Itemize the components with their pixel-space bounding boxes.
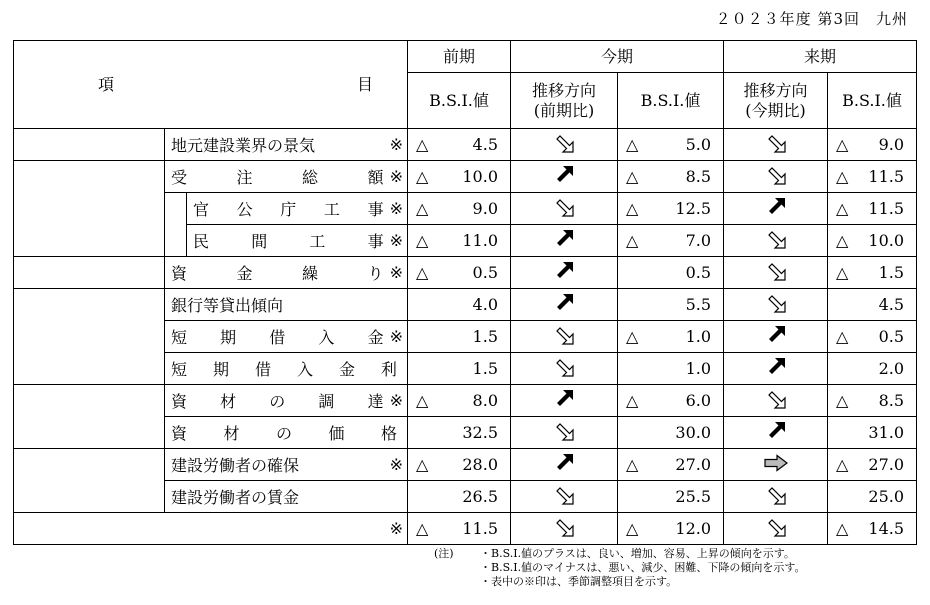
minus-sign: △ [836, 263, 849, 282]
value-number: 11.5 [462, 519, 498, 538]
item-cell [165, 321, 408, 353]
arrow-up-right-icon [511, 449, 618, 481]
minus-sign: △ [626, 327, 639, 346]
seasonal-mark: ※ [389, 519, 403, 538]
seasonal-mark: ※ [389, 135, 403, 154]
seasonal-mark: ※ [389, 391, 403, 410]
item-cell [187, 513, 408, 545]
value-number: 28.0 [462, 455, 498, 474]
table-row [14, 385, 917, 417]
header-konki: 今期 [511, 41, 724, 73]
table-row [14, 513, 917, 545]
minus-sign: △ [416, 231, 429, 250]
table-row [14, 161, 917, 193]
item-label: 銀行等貸出傾向 [171, 296, 284, 315]
arrow-down-right-icon [724, 161, 828, 193]
value-number: 7.0 [685, 231, 712, 250]
bsi-value [618, 257, 724, 289]
value-number: 25.0 [868, 487, 905, 506]
bsi-value [618, 417, 724, 449]
arrow-down-right-icon [511, 353, 618, 385]
bsi-value [408, 321, 511, 353]
bsi-value [408, 417, 511, 449]
arrow-down-right-icon [724, 385, 828, 417]
notes-label: (注) [434, 547, 454, 560]
value-number: 8.0 [472, 391, 498, 410]
item-cell [187, 225, 408, 257]
item-label: 民 間 工 事 [193, 232, 384, 251]
value-number: 8.5 [685, 167, 712, 186]
value-number: 5.0 [685, 135, 712, 154]
value-number: 4.5 [472, 135, 498, 154]
header-item: 項 目 [14, 41, 408, 129]
item-label: 資 金 繰 り [171, 264, 384, 283]
value-number: 10.0 [462, 167, 498, 186]
bsi-value [408, 257, 511, 289]
bsi-value [828, 257, 917, 289]
item-cell [187, 193, 408, 225]
minus-sign: △ [836, 519, 849, 538]
bsi-value [828, 353, 917, 385]
seasonal-mark: ※ [389, 327, 403, 346]
header-bsi-next: B.S.I.値 [828, 73, 917, 129]
arrow-up-right-icon [724, 417, 828, 449]
minus-sign: △ [626, 135, 639, 154]
value-number: 0.5 [685, 263, 712, 282]
value-number: 1.5 [878, 263, 905, 282]
category-label [14, 257, 165, 289]
minus-sign: △ [416, 519, 429, 538]
value-number: 1.5 [472, 327, 498, 346]
arrow-down-right-icon [511, 321, 618, 353]
item-cell [165, 353, 408, 385]
value-number: 5.5 [685, 295, 712, 314]
value-number: 2.0 [878, 359, 905, 378]
item-cell [165, 289, 408, 321]
minus-sign: △ [626, 519, 639, 538]
arrow-down-right-icon [724, 513, 828, 545]
minus-sign: △ [416, 455, 429, 474]
seasonal-mark: ※ [389, 199, 403, 218]
value-number: 0.5 [472, 263, 498, 282]
notes [434, 547, 806, 589]
note-line: ・B.S.I.値のマイナスは、悪い、減少、困難、下降の傾向を示す。 [480, 561, 806, 574]
bsi-value [408, 289, 511, 321]
arrow-up-right-icon [511, 257, 618, 289]
minus-sign: △ [836, 167, 849, 186]
arrow-down-right-icon [724, 225, 828, 257]
item-label: 資 材 の 価 格 [171, 424, 397, 443]
note-line: ・表中の※印は、季節調整項目を示す。 [480, 575, 678, 588]
item-cell [165, 161, 408, 193]
bsi-value [828, 225, 917, 257]
arrow-down-right-icon [724, 481, 828, 513]
bsi-value [828, 129, 917, 161]
value-number: 0.5 [878, 327, 905, 346]
item-label: 資 材 の 調 達 [171, 392, 384, 411]
table-row [14, 129, 917, 161]
value-number: 14.5 [868, 519, 905, 538]
bsi-value [828, 193, 917, 225]
bsi-value [408, 449, 511, 481]
arrow-down-right-icon [511, 513, 618, 545]
bsi-value [828, 385, 917, 417]
bsi-value [828, 289, 917, 321]
table-row [14, 449, 917, 481]
value-number: 27.0 [675, 455, 712, 474]
table-row [14, 289, 917, 321]
bsi-value [828, 513, 917, 545]
bsi-value [408, 161, 511, 193]
minus-sign: △ [416, 263, 429, 282]
item-label: 受 注 総 額 [171, 168, 384, 187]
bsi-value [408, 129, 511, 161]
bsi-value [828, 417, 917, 449]
seasonal-mark: ※ [389, 231, 403, 250]
value-number: 27.0 [868, 455, 905, 474]
header-trend-prev: 推移方向 (前期比) [511, 73, 618, 129]
arrow-up-right-icon [511, 289, 618, 321]
minus-sign: △ [416, 167, 429, 186]
minus-sign: △ [416, 135, 429, 154]
minus-sign: △ [626, 391, 639, 410]
value-number: 9.0 [472, 199, 498, 218]
item-cell [165, 129, 408, 161]
arrow-up-right-icon [511, 225, 618, 257]
bsi-value [618, 129, 724, 161]
value-number: 9.0 [878, 135, 905, 154]
category-label [14, 129, 165, 161]
value-number: 10.0 [868, 231, 905, 250]
bsi-value [828, 321, 917, 353]
bsi-value [408, 481, 511, 513]
header-bsi-cur: B.S.I.値 [618, 73, 724, 129]
bsi-value [408, 513, 511, 545]
minus-sign: △ [836, 455, 849, 474]
bsi-value [618, 193, 724, 225]
seasonal-mark: ※ [389, 263, 403, 282]
category-label [14, 289, 165, 385]
minus-sign: △ [416, 199, 429, 218]
arrow-up-right-icon [724, 193, 828, 225]
bsi-value [408, 193, 511, 225]
arrow-up-right-icon [724, 321, 828, 353]
arrow-down-right-icon [511, 481, 618, 513]
value-number: 4.0 [472, 295, 498, 314]
item-label: 短 期 借 入 金 利 [171, 360, 397, 379]
minus-sign: △ [836, 135, 849, 154]
value-number: 31.0 [868, 423, 905, 442]
bsi-value [618, 353, 724, 385]
item-label: 官 公 庁 工 事 [193, 200, 384, 219]
item-cell [165, 481, 408, 513]
arrow-down-right-icon [511, 417, 618, 449]
bsi-value [618, 225, 724, 257]
arrow-right-icon [724, 449, 828, 481]
bsi-value [618, 513, 724, 545]
category-label [14, 513, 187, 545]
bsi-value [618, 385, 724, 417]
minus-sign: △ [836, 327, 849, 346]
value-number: 1.0 [685, 327, 712, 346]
report-title: ２０２３年度 第3回 九州 [715, 10, 908, 28]
minus-sign: △ [626, 455, 639, 474]
arrow-up-right-icon [724, 353, 828, 385]
bsi-value [408, 385, 511, 417]
arrow-down-right-icon [724, 257, 828, 289]
value-number: 12.5 [675, 199, 712, 218]
minus-sign: △ [836, 199, 849, 218]
bsi-value [618, 161, 724, 193]
item-label: 建設労働者の賃金 [171, 488, 300, 507]
value-number: 11.5 [868, 167, 905, 186]
header-raiki: 来期 [724, 41, 917, 73]
arrow-down-right-icon [511, 193, 618, 225]
bsi-value [828, 449, 917, 481]
value-number: 8.5 [878, 391, 905, 410]
arrow-down-right-icon [724, 289, 828, 321]
value-number: 32.5 [462, 423, 498, 442]
value-number: 4.5 [878, 295, 905, 314]
bsi-value [408, 225, 511, 257]
bsi-value [618, 481, 724, 513]
item-label: 地元建設業界の景気 [171, 136, 316, 155]
value-number: 12.0 [675, 519, 712, 538]
category-label [14, 449, 165, 513]
arrow-down-right-icon [511, 129, 618, 161]
arrow-up-right-icon [511, 385, 618, 417]
header-zenki: 前期 [408, 41, 511, 73]
item-cell [165, 257, 408, 289]
arrow-up-right-icon [511, 161, 618, 193]
bsi-value [408, 353, 511, 385]
item-label: 建設労働者の確保 [171, 456, 300, 475]
item-cell [165, 449, 408, 481]
seasonal-mark: ※ [389, 455, 403, 474]
value-number: 11.5 [868, 199, 905, 218]
bsi-value [618, 289, 724, 321]
arrow-down-right-icon [724, 129, 828, 161]
value-number: 25.5 [675, 487, 712, 506]
bsi-value [828, 161, 917, 193]
item-cell [165, 417, 408, 449]
bsi-value [618, 449, 724, 481]
category-label [14, 161, 165, 257]
table-row [14, 257, 917, 289]
value-number: 1.0 [685, 359, 712, 378]
value-number: 30.0 [675, 423, 712, 442]
seasonal-mark: ※ [389, 167, 403, 186]
minus-sign: △ [416, 391, 429, 410]
minus-sign: △ [836, 391, 849, 410]
bsi-value [618, 321, 724, 353]
value-number: 11.0 [462, 231, 498, 250]
minus-sign: △ [626, 199, 639, 218]
note-line: ・B.S.I.値のプラスは、良い、増加、容易、上昇の傾向を示す。 [480, 547, 795, 560]
bsi-value [828, 481, 917, 513]
category-label [14, 385, 165, 449]
indent-spacer [165, 193, 187, 257]
value-number: 26.5 [462, 487, 498, 506]
value-number: 1.5 [472, 359, 498, 378]
value-number: 6.0 [685, 391, 712, 410]
minus-sign: △ [626, 231, 639, 250]
header-bsi-prev: B.S.I.値 [408, 73, 511, 129]
item-cell [165, 385, 408, 417]
header-trend-cur: 推移方向 (今期比) [724, 73, 828, 129]
minus-sign: △ [836, 231, 849, 250]
bsi-table [13, 40, 917, 545]
minus-sign: △ [626, 167, 639, 186]
item-label: 短 期 借 入 金 [171, 328, 384, 347]
